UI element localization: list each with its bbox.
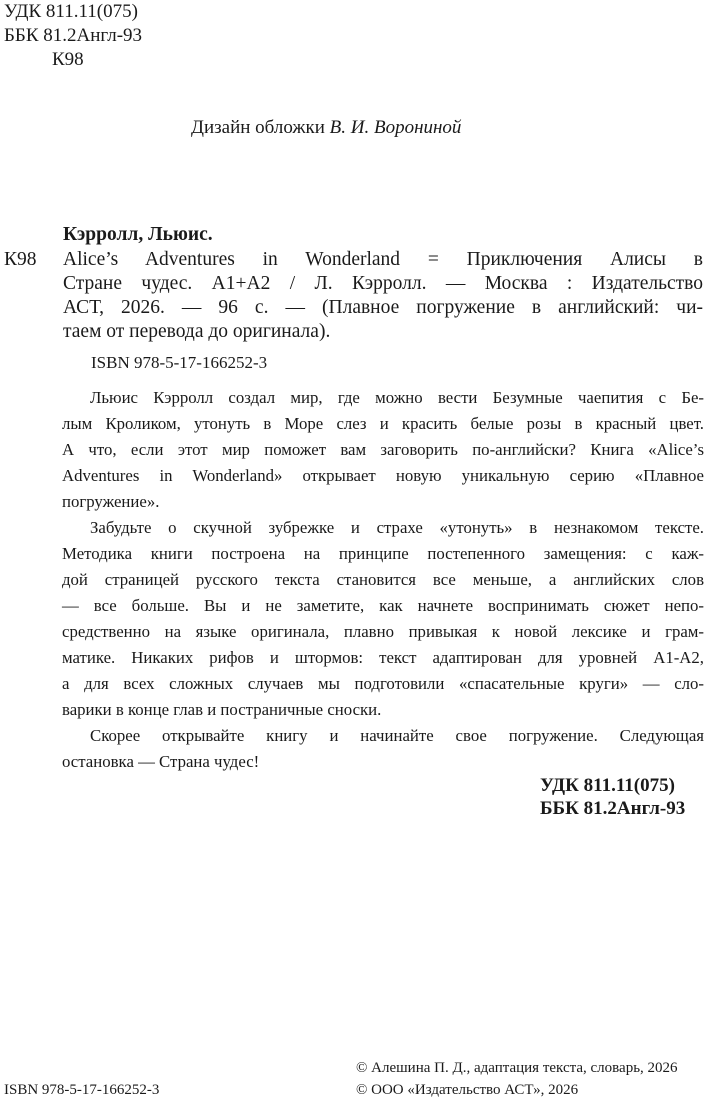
annotation-line: Скорее открывайте книгу и начинайте свое погружение. Следующая [90, 726, 704, 745]
udk-code-bottom: УДК 811.11(075) [540, 775, 675, 796]
annotation-line: матике. Никаких рифов и штормов: текст адаптирован для уровней A1-A2, [62, 648, 704, 667]
annotation-line: лым Кроликом, утонуть в Море слез и красить белые розы в красный цвет. [62, 414, 704, 433]
author-sign-top: К98 [52, 49, 84, 70]
annotation-paragraph-2 [62, 515, 704, 723]
annotation-paragraph-1 [62, 385, 704, 515]
bbk-code-bottom: ББК 81.2Англ-93 [540, 798, 686, 819]
annotation [62, 385, 704, 775]
entry-line: Стране чудес. A1+A2 / Л. Кэрролл. — Москва : Издательство [63, 273, 703, 294]
copyright-adaptation: © Алешина П. Д., адаптация текста, словарь, 2026 [356, 1060, 678, 1076]
entry-author-sign: К98 [4, 249, 37, 270]
annotation-line: Забудьте о скучной зубрежке и страхе «утонуть» в незнакомом тексте. [90, 518, 704, 537]
entry-line: Alice’s Adventures in Wonderland = Приключения Алисы в [63, 249, 703, 270]
cover-designer-name: В. И. Ворониной [329, 117, 462, 138]
annotation-line: Методика книги построена на принципе постепенного замещения: с каж- [62, 544, 704, 563]
annotation-line: Льюис Кэрролл создал мир, где можно вести Безумные чаепития с Бе- [90, 388, 704, 407]
entry-author: Кэрролл, Льюис. [63, 224, 213, 245]
bbk-code-top: ББК 81.2Англ-93 [4, 25, 143, 46]
annotation-line: погружение». [62, 492, 160, 511]
copyright-publisher: © ООО «Издательство АСТ», 2026 [356, 1082, 579, 1098]
entry-line: таем от перевода до оригинала). [63, 321, 331, 342]
annotation-line: а для всех сложных случаев мы подготовили «спасательные круги» — сло- [62, 674, 704, 693]
annotation-line: дой страницей русского текста становится все меньше, а английских слов [62, 570, 704, 589]
annotation-line: средственно на языке оригинала, плавно привыкая к новой лексике и грам- [62, 622, 704, 641]
annotation-line: А что, если этот мир поможет вам заговорить по-английски? Книга «Alice’s [62, 440, 704, 459]
cover-design-label: Дизайн обложки [191, 117, 330, 138]
annotation-paragraph-3 [62, 723, 704, 775]
annotation-line: — все больше. Вы и не заметите, как начнете воспринимать сюжет непо- [62, 596, 704, 615]
udk-code-top: УДК 811.11(075) [4, 1, 138, 22]
annotation-line: остановка — Страна чудес! [62, 752, 260, 771]
cover-design-credit [191, 116, 461, 140]
entry-line: АСТ, 2026. — 96 с. — (Плавное погружение в английский: чи- [63, 297, 703, 318]
footer-isbn: ISBN 978-5-17-166252-3 [4, 1082, 160, 1098]
annotation-line: варики в конце глав и постраничные сноски. [62, 700, 382, 719]
entry-isbn: ISBN 978-5-17-166252-3 [91, 353, 268, 372]
annotation-line: Adventures in Wonderland» открывает новую уникальную серию «Плавное [62, 466, 704, 485]
